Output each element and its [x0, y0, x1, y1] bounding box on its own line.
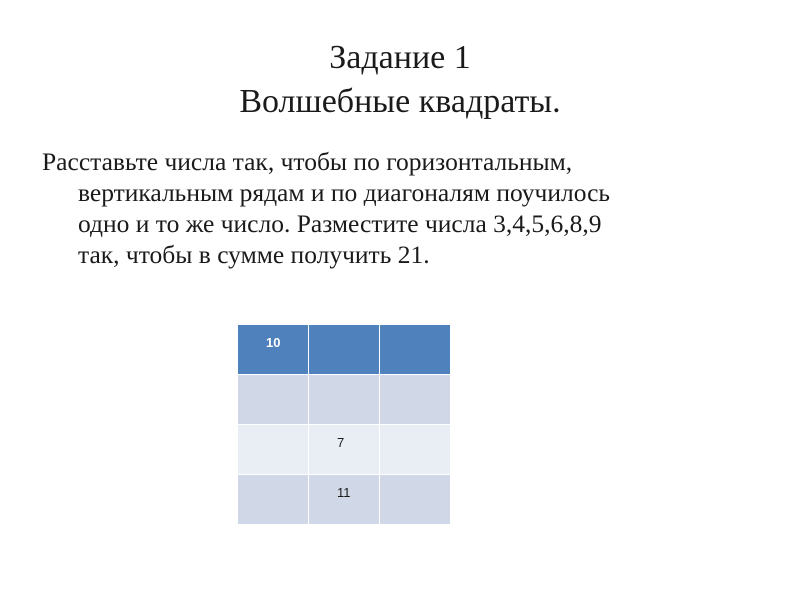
task-line-1: Расставьте числа так, чтобы по горизонтальным,	[42, 147, 573, 176]
table-cell	[380, 375, 451, 425]
table-cell	[309, 325, 380, 375]
table-cell	[380, 325, 451, 375]
slide-title	[0, 36, 800, 124]
task-line-4: так, чтобы в сумме получить 21.	[78, 240, 430, 269]
table-row	[238, 475, 451, 525]
magic-square-table	[237, 324, 451, 525]
task-line-3: одно и то же число. Разместите числа 3,4,5,6,8,9	[78, 209, 602, 238]
table-cell	[380, 475, 451, 525]
table-row	[238, 325, 451, 375]
task-line-2: вертикальным рядам и по диагоналям поучилось	[78, 178, 611, 207]
task-text	[42, 146, 742, 270]
table-cell	[238, 475, 309, 525]
table-cell: 11	[309, 475, 380, 525]
table-row	[238, 425, 451, 475]
table-cell	[380, 425, 451, 475]
table-cell	[238, 375, 309, 425]
table-cell: 7	[309, 425, 380, 475]
title-line-2: Волшебные квадраты.	[239, 83, 561, 120]
title-line-1: Задание 1	[329, 39, 471, 76]
table-cell	[238, 425, 309, 475]
table-cell	[309, 375, 380, 425]
table-row	[238, 375, 451, 425]
table-cell: 10	[238, 325, 309, 375]
